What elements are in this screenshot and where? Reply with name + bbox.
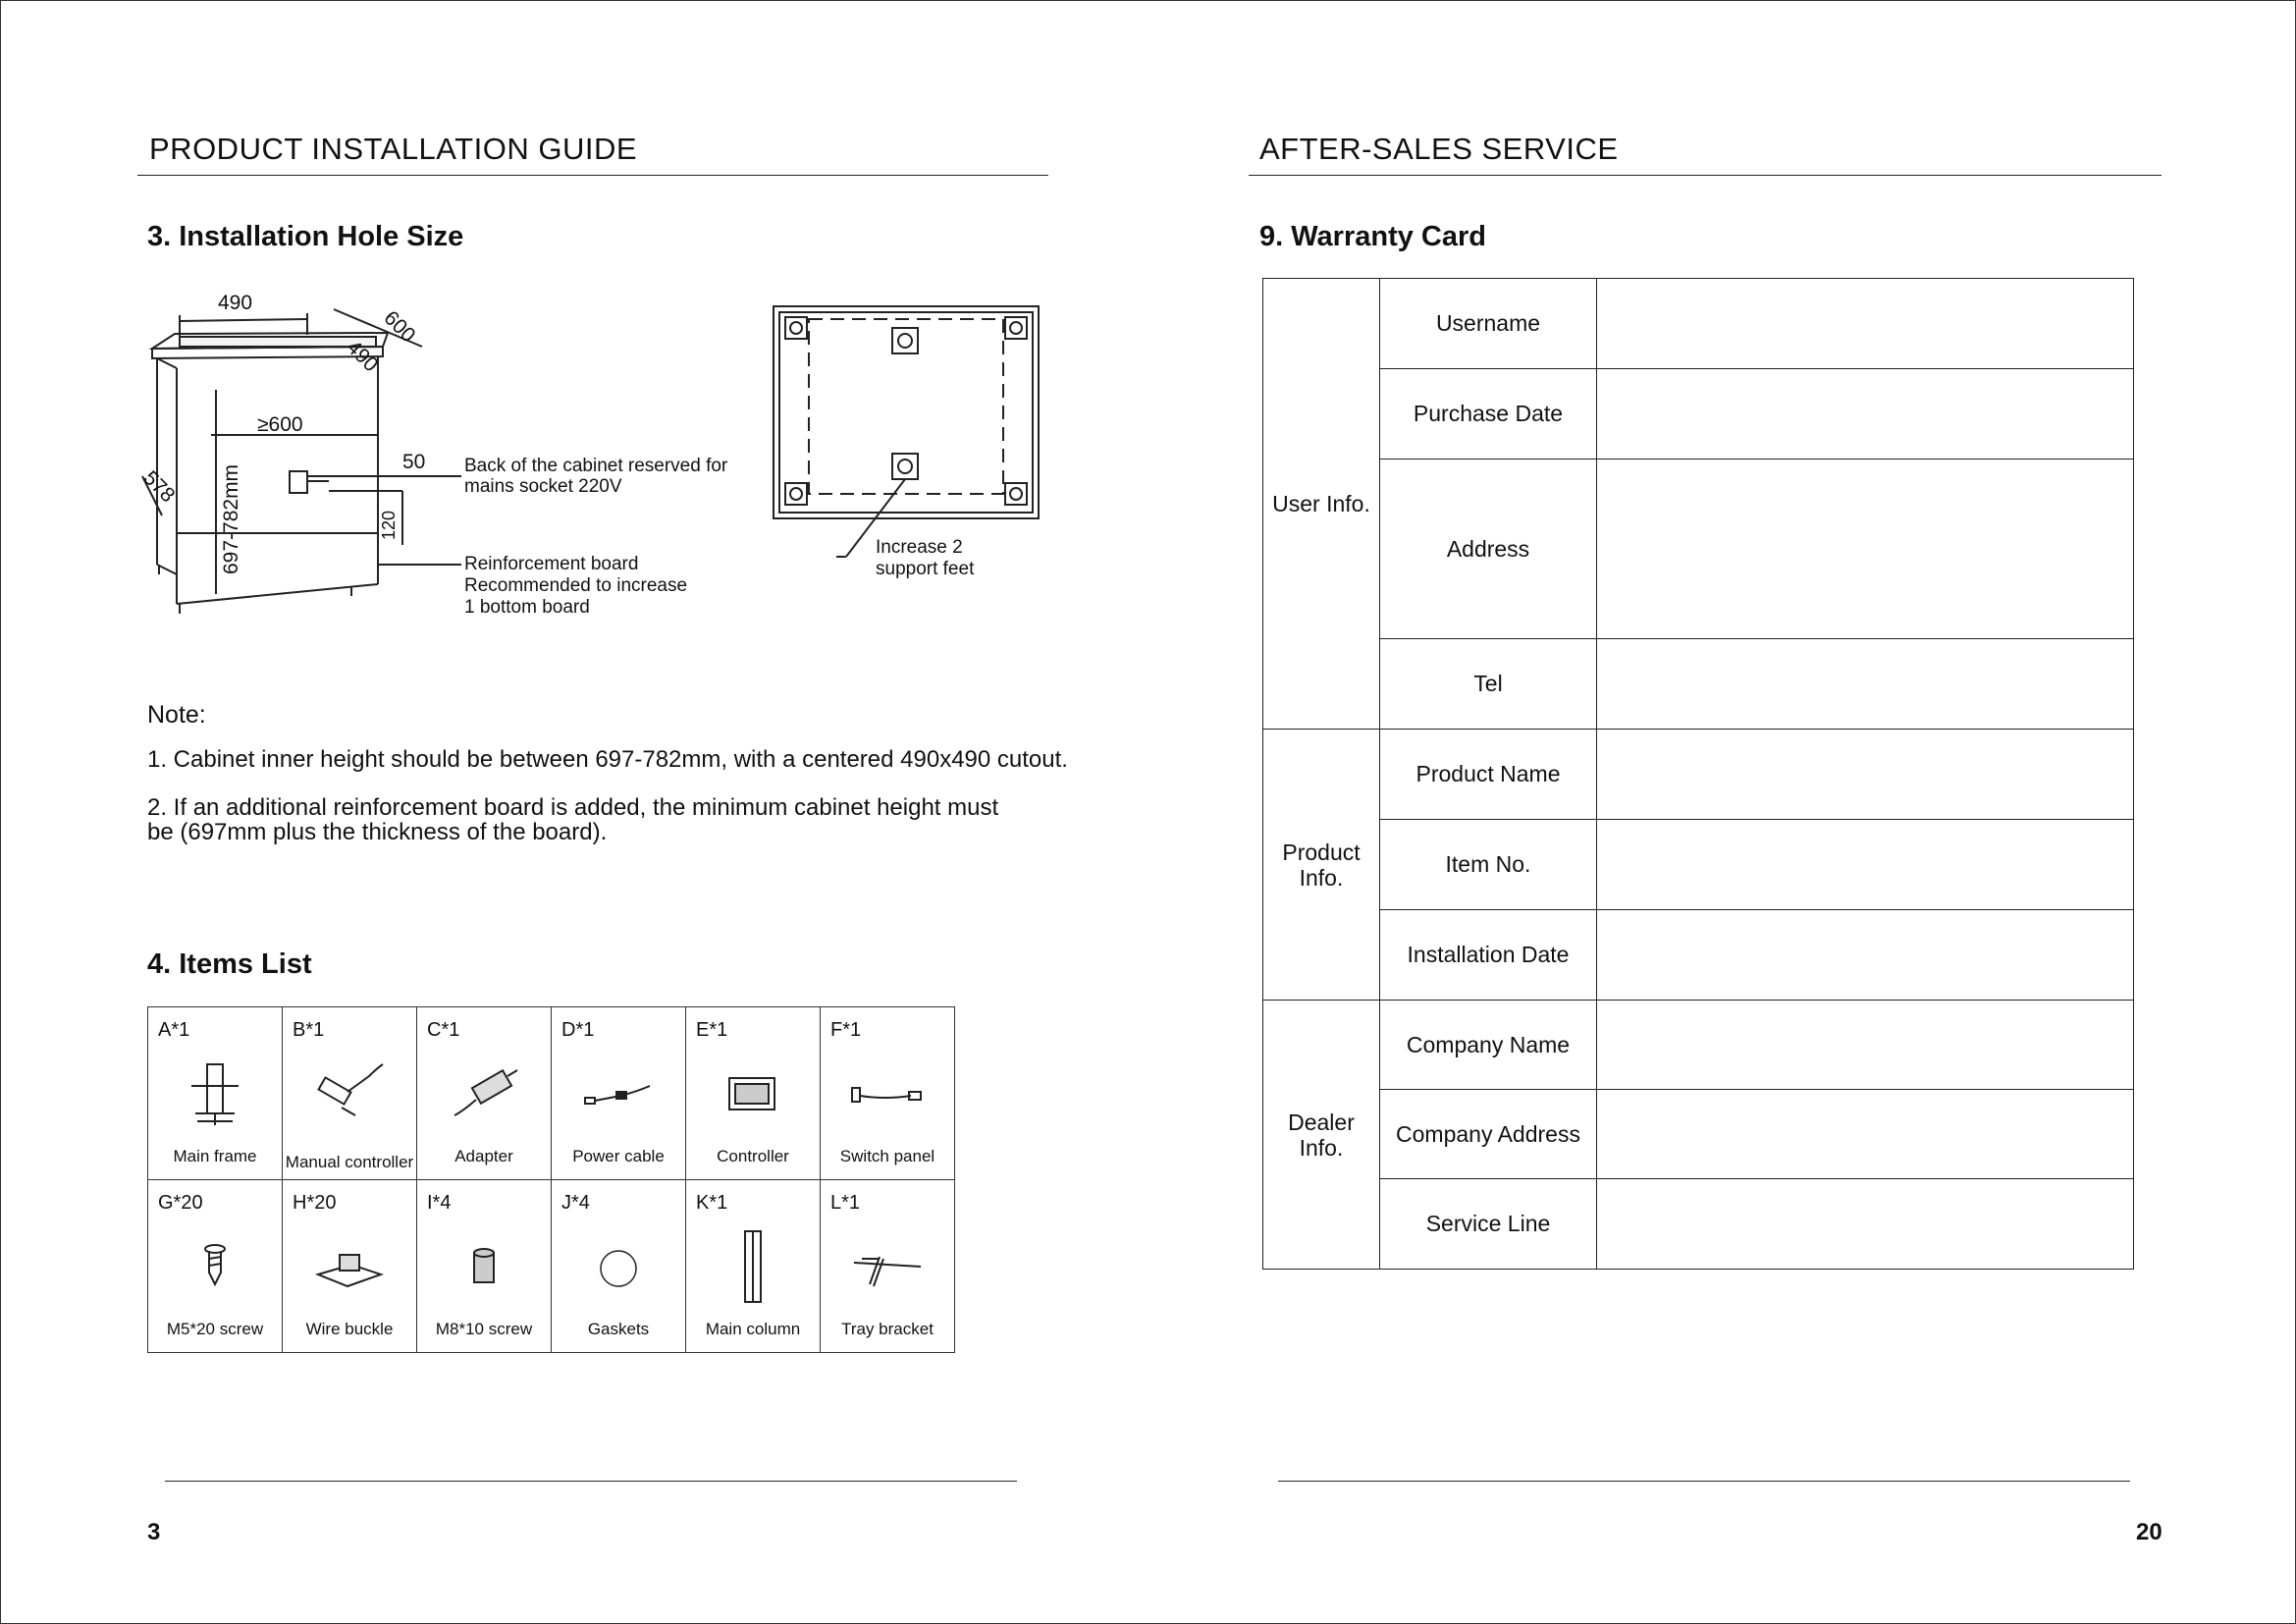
item-name: Main column (705, 1320, 801, 1338)
item-code: K*1 (696, 1192, 728, 1214)
item-name: M8*10 screw (435, 1320, 533, 1338)
item-name: Manual controller (285, 1153, 414, 1171)
board-label-line2: Recommended to increase (464, 575, 688, 596)
dim-578: 578 (138, 466, 180, 508)
group-user-info (1263, 279, 1380, 730)
dim-490-top: 490 (218, 292, 253, 314)
group-product-info (1263, 730, 1380, 1001)
main-column-icon (716, 1229, 790, 1304)
adapter-icon (447, 1056, 521, 1131)
field-username-label: Username (1380, 279, 1597, 369)
item-cell (821, 1180, 955, 1353)
field-company-name-value[interactable] (1597, 1001, 2134, 1090)
item-cell (686, 1007, 821, 1180)
item-cell (283, 1007, 417, 1180)
section3-title: 3. Installation Hole Size (147, 221, 464, 252)
section4-title: 4. Items List (147, 948, 312, 980)
item-cell (417, 1180, 552, 1353)
dim-490-side: 490 (342, 336, 383, 377)
field-service-line-value[interactable] (1597, 1179, 2134, 1270)
field-purchase-date-value[interactable] (1597, 369, 2134, 460)
field-tel-value[interactable] (1597, 639, 2134, 730)
field-company-address-value[interactable] (1597, 1090, 2134, 1179)
group-user-label: User Info. (1272, 491, 1370, 516)
item-name: Adapter (454, 1147, 513, 1165)
manual-controller-icon (312, 1056, 387, 1131)
gasket-icon (581, 1229, 656, 1304)
note-1: 1. Cabinet inner height should be between 697-782mm, with a centered 490x490 cutout. (147, 746, 1068, 773)
item-code: F*1 (830, 1019, 862, 1041)
switch-panel-icon (850, 1056, 925, 1131)
socket-label-line1: Back of the cabinet reserved for (464, 456, 728, 476)
support-feet-diagram (766, 299, 1080, 584)
cabinet-diagram (137, 280, 766, 623)
board-label-line1: Reinforcement board (464, 554, 639, 574)
left-page-header: PRODUCT INSTALLATION GUIDE (149, 132, 638, 166)
field-address-value[interactable] (1597, 460, 2134, 639)
items-list-table (147, 1006, 955, 1353)
main-frame-icon (178, 1056, 252, 1131)
group-dealer-info (1263, 1001, 1380, 1270)
left-page-number: 3 (147, 1519, 161, 1545)
item-cell (552, 1180, 686, 1353)
field-installation-date-value[interactable] (1597, 910, 2134, 1001)
field-company-name-label: Company Name (1380, 1001, 1597, 1090)
item-name: Power cable (572, 1147, 665, 1165)
field-company-address-label: Company Address (1380, 1090, 1597, 1179)
item-code: I*4 (427, 1192, 452, 1214)
field-tel-label: Tel (1380, 639, 1597, 730)
controller-icon (716, 1056, 790, 1131)
field-item-no-label: Item No. (1380, 820, 1597, 910)
field-installation-date-label: Installation Date (1380, 910, 1597, 1001)
field-product-name-value[interactable] (1597, 730, 2134, 820)
feet-label-line2: support feet (876, 559, 975, 579)
item-cell (283, 1180, 417, 1353)
right-header-rule (1249, 175, 2162, 176)
warranty-card-table (1262, 278, 2134, 1270)
item-cell (686, 1180, 821, 1353)
item-name: Tray bracket (841, 1320, 934, 1338)
screw-icon (178, 1229, 252, 1304)
dim-600-depth: ≥600 (257, 413, 303, 436)
field-username-value[interactable] (1597, 279, 2134, 369)
item-cell (552, 1007, 686, 1180)
group-dealer-label: Dealer Info. (1288, 1109, 1355, 1161)
group-product-label-line1: Product (1282, 839, 1361, 865)
note-title: Note: (147, 701, 206, 729)
field-product-name-label: Product Name (1380, 730, 1597, 820)
item-code: C*1 (427, 1019, 460, 1041)
item-code: B*1 (293, 1019, 325, 1041)
feet-label-line1: Increase 2 (876, 537, 963, 558)
left-header-rule (137, 175, 1048, 176)
item-cell (148, 1007, 283, 1180)
right-page-header: AFTER-SALES SERVICE (1259, 132, 1619, 166)
dim-600-side: 600 (379, 306, 420, 348)
dim-50: 50 (402, 451, 426, 473)
section9-title: 9. Warranty Card (1259, 221, 1486, 252)
item-code: L*1 (830, 1192, 861, 1214)
note-2-line2: be (697mm plus the thickness of the board). (147, 819, 608, 845)
left-footer-rule (165, 1481, 1017, 1482)
item-code: D*1 (561, 1019, 595, 1041)
item-name: M5*20 screw (166, 1320, 264, 1338)
dim-height: 697-782mm (220, 463, 242, 574)
wire-buckle-icon (312, 1229, 387, 1304)
field-purchase-date-label: Purchase Date (1380, 369, 1597, 460)
item-cell (417, 1007, 552, 1180)
item-name: Gaskets (587, 1320, 650, 1338)
right-footer-rule (1278, 1481, 2130, 1482)
item-code: J*4 (561, 1192, 590, 1214)
group-product-label-line2: Info. (1299, 864, 1344, 891)
item-cell (821, 1007, 955, 1180)
item-cell (148, 1180, 283, 1353)
field-service-line-label: Service Line (1380, 1179, 1597, 1270)
item-code: A*1 (158, 1019, 190, 1041)
right-page-number: 20 (2136, 1519, 2163, 1545)
item-name: Switch panel (839, 1147, 935, 1165)
item-code: E*1 (696, 1019, 728, 1041)
power-cable-icon (581, 1056, 656, 1131)
field-address-label: Address (1380, 460, 1597, 639)
bolt-icon (447, 1229, 521, 1304)
item-name: Wire buckle (305, 1320, 394, 1338)
item-name: Main frame (173, 1147, 257, 1165)
tray-bracket-icon (850, 1229, 925, 1304)
field-item-no-value[interactable] (1597, 820, 2134, 910)
socket-label-line2: mains socket 220V (464, 476, 622, 497)
dim-120: 120 (379, 510, 399, 540)
item-code: G*20 (158, 1192, 203, 1214)
item-code: H*20 (293, 1192, 337, 1214)
note-2-line1: 2. If an additional reinforcement board is added, the minimum cabinet height must (147, 794, 999, 821)
item-name: Controller (717, 1147, 789, 1165)
board-label-line3: 1 bottom board (464, 597, 590, 618)
